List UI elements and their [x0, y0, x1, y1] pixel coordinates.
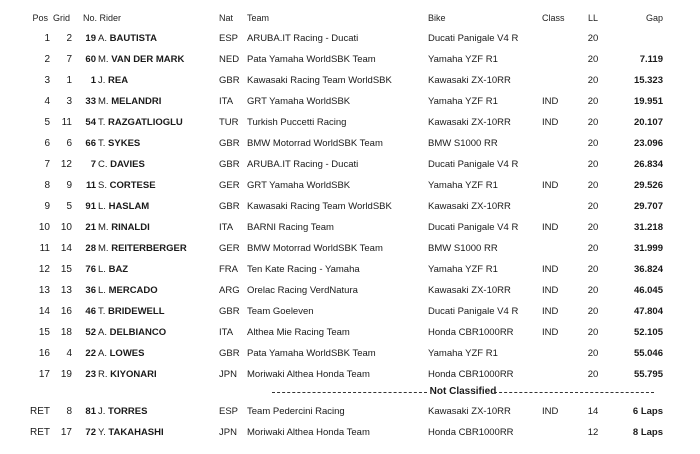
table-row: [0, 113, 700, 133]
cell-laps: 20: [587, 96, 599, 107]
cell-rider: [98, 218, 150, 238]
header-bike: Bike: [428, 13, 446, 23]
cell-grid: 4: [66, 348, 72, 359]
cell-team: Kawasaki Racing Team WorldSBK: [247, 75, 392, 86]
table-row: [0, 302, 700, 322]
cell-bike: Kawasaki ZX-10RR: [428, 75, 511, 86]
cell-bike: Kawasaki ZX-10RR: [428, 406, 511, 417]
cell-rider: [98, 365, 157, 385]
cell-grid: 5: [66, 201, 72, 212]
header-team: Team: [247, 13, 270, 23]
cell-rider: [98, 92, 161, 112]
cell-laps: 20: [587, 180, 599, 191]
cell-gap: 15.323: [633, 75, 663, 86]
cell-number: 91: [85, 201, 96, 212]
cell-grid: 10: [60, 222, 72, 233]
cell-bike: Kawasaki ZX-10RR: [428, 117, 511, 128]
rider-initial: M.: [98, 96, 109, 107]
cell-laps: 20: [587, 222, 599, 233]
rider-surname: MERCADO: [108, 285, 158, 296]
cell-team: Team Pedercini Racing: [247, 406, 345, 417]
cell-rider: [98, 423, 164, 443]
rider-initial: R.: [98, 369, 108, 380]
rider-surname: BAUTISTA: [109, 33, 157, 44]
table-row: [0, 92, 700, 112]
header-pos: Pos: [32, 13, 48, 23]
cell-rider: [98, 260, 128, 280]
cell-laps: 20: [587, 159, 599, 170]
cell-team: Team Goeleven: [247, 306, 314, 317]
rider-initial: L.: [98, 264, 106, 275]
cell-team: Pata Yamaha WorldSBK Team: [247, 348, 376, 359]
rider-surname: MELANDRI: [111, 96, 162, 107]
rider-surname: HASLAM: [108, 201, 150, 212]
cell-gap: 31.999: [633, 243, 663, 254]
cell-pos: 15: [38, 327, 50, 338]
cell-grid: 3: [66, 96, 72, 107]
cell-nat: JPN: [219, 369, 237, 380]
header-nat: Nat: [219, 13, 234, 23]
cell-laps: 20: [587, 369, 599, 380]
rider-initial: A.: [98, 33, 107, 44]
table-row: [0, 29, 700, 49]
cell-class: IND: [542, 327, 559, 338]
rider-initial: T.: [98, 306, 106, 317]
table-row: [0, 344, 700, 364]
cell-pos: 2: [44, 54, 50, 65]
cell-gap: 20.107: [633, 117, 663, 128]
cell-rider: [98, 134, 140, 154]
cell-nat: GBR: [219, 306, 240, 317]
table-row: [0, 134, 700, 154]
cell-grid: 11: [61, 117, 72, 128]
rider-initial: J.: [98, 75, 106, 86]
cell-rider: [98, 281, 158, 301]
cell-nat: GBR: [219, 348, 240, 359]
cell-bike: Honda CBR1000RR: [428, 327, 514, 338]
cell-pos: 5: [44, 117, 50, 128]
header-ll: LL: [587, 13, 598, 23]
not-classified-label: Not Classified: [429, 386, 497, 397]
rider-surname: SYKES: [108, 138, 141, 149]
cell-grid: 15: [60, 264, 72, 275]
cell-number: 52: [85, 327, 96, 338]
cell-bike: Ducati Panigale V4 R: [428, 159, 519, 170]
cell-team: BMW Motorrad WorldSBK Team: [247, 138, 383, 149]
cell-number: 28: [85, 243, 96, 254]
cell-number: 72: [85, 427, 96, 438]
cell-bike: Honda CBR1000RR: [428, 427, 514, 438]
table-row: [0, 50, 700, 70]
cell-rider: [98, 197, 149, 217]
cell-pos: 17: [38, 369, 50, 380]
cell-grid: 6: [66, 138, 72, 149]
cell-grid: 13: [60, 285, 72, 296]
cell-laps: 20: [587, 75, 599, 86]
cell-grid: 8: [66, 406, 72, 417]
cell-pos: RET: [30, 427, 50, 438]
header-class: Class: [542, 13, 565, 23]
cell-bike: Honda CBR1000RR: [428, 369, 514, 380]
table-row: [0, 281, 700, 301]
cell-bike: Yamaha YZF R1: [428, 96, 498, 107]
cell-number: 21: [85, 222, 96, 233]
cell-grid: 9: [66, 180, 72, 191]
cell-bike: Yamaha YZF R1: [428, 348, 498, 359]
cell-nat: ARG: [219, 285, 240, 296]
cell-class: IND: [542, 285, 559, 296]
cell-class: IND: [542, 306, 559, 317]
cell-number: 46: [85, 306, 96, 317]
rider-surname: KIYONARI: [110, 369, 157, 380]
rider-initial: S.: [98, 180, 107, 191]
cell-nat: ITA: [219, 96, 234, 107]
cell-bike: Ducati Panigale V4 R: [428, 306, 519, 317]
cell-number: 76: [85, 264, 96, 275]
cell-pos: 9: [44, 201, 50, 212]
cell-rider: [98, 302, 165, 322]
header-no-rider: No. Rider: [83, 13, 122, 23]
cell-laps: 20: [587, 306, 599, 317]
cell-gap: 52.105: [633, 327, 663, 338]
cell-class: IND: [542, 222, 559, 233]
table-row: [0, 423, 700, 443]
cell-team: Orelac Racing VerdNatura: [247, 285, 358, 296]
cell-gap: 29.707: [633, 201, 663, 212]
cell-nat: ITA: [219, 222, 234, 233]
table-row: [0, 218, 700, 238]
cell-number: 81: [85, 406, 96, 417]
table-row: [0, 323, 700, 343]
cell-gap: 8 Laps: [632, 427, 663, 438]
table-row: [0, 71, 700, 91]
rider-surname: CORTESE: [109, 180, 156, 191]
cell-laps: 20: [587, 138, 599, 149]
cell-number: 60: [85, 54, 96, 65]
cell-rider: [98, 155, 145, 175]
cell-rider: [98, 402, 147, 422]
cell-number: 7: [90, 159, 96, 170]
cell-gap: 7.119: [639, 54, 663, 65]
cell-grid: 19: [60, 369, 72, 380]
cell-number: 36: [85, 285, 96, 296]
cell-nat: NED: [219, 54, 240, 65]
cell-nat: ITA: [219, 327, 234, 338]
cell-bike: Yamaha YZF R1: [428, 264, 498, 275]
cell-gap: 47.804: [633, 306, 663, 317]
rider-initial: T.: [98, 117, 106, 128]
table-header: [0, 8, 700, 28]
cell-team: BARNI Racing Team: [247, 222, 334, 233]
rider-surname: BAZ: [108, 264, 129, 275]
cell-class: IND: [542, 96, 559, 107]
cell-gap: 19.951: [633, 96, 663, 107]
cell-gap: 55.046: [633, 348, 663, 359]
cell-rider: [98, 323, 166, 343]
cell-class: IND: [542, 180, 559, 191]
cell-gap: 29.526: [633, 180, 663, 191]
cell-laps: 14: [587, 406, 599, 417]
cell-rider: [98, 29, 157, 49]
cell-bike: Kawasaki ZX-10RR: [428, 201, 511, 212]
cell-bike: Kawasaki ZX-10RR: [428, 285, 511, 296]
cell-grid: 12: [60, 159, 72, 170]
cell-nat: ESP: [219, 406, 239, 417]
cell-nat: FRA: [219, 264, 238, 275]
cell-team: Ten Kate Racing - Yamaha: [247, 264, 360, 275]
rider-surname: VAN DER MARK: [111, 54, 185, 65]
rider-surname: TAKAHASHI: [108, 427, 164, 438]
cell-laps: 20: [587, 285, 599, 296]
table-row: [0, 402, 700, 422]
cell-pos: RET: [30, 406, 50, 417]
cell-team: Kawasaki Racing Team WorldSBK: [247, 201, 392, 212]
separator-line-left: [272, 392, 427, 393]
cell-nat: GER: [219, 243, 240, 254]
cell-pos: 7: [44, 159, 50, 170]
rider-initial: A.: [98, 327, 107, 338]
cell-pos: 8: [44, 180, 50, 191]
cell-nat: GBR: [219, 75, 240, 86]
cell-number: 22: [85, 348, 96, 359]
cell-class: IND: [542, 117, 559, 128]
cell-gap: 6 Laps: [632, 406, 663, 417]
table-row: [0, 239, 700, 259]
cell-bike: Ducati Panigale V4 R: [428, 33, 519, 44]
cell-pos: 6: [44, 138, 50, 149]
cell-pos: 12: [38, 264, 50, 275]
rider-initial: M.: [98, 222, 109, 233]
cell-class: IND: [542, 264, 559, 275]
cell-nat: ESP: [219, 33, 239, 44]
cell-laps: 20: [587, 348, 599, 359]
cell-laps: 20: [587, 33, 599, 44]
rider-surname: RAZGATLIOGLU: [108, 117, 183, 128]
cell-pos: 13: [38, 285, 50, 296]
cell-bike: BMW S1000 RR: [428, 138, 498, 149]
cell-team: GRT Yamaha WorldSBK: [247, 96, 351, 107]
header-grid: Grid: [53, 13, 71, 23]
cell-team: Moriwaki Althea Honda Team: [247, 427, 370, 438]
cell-number: 19: [85, 33, 96, 44]
cell-laps: 20: [587, 327, 599, 338]
table-row: [0, 260, 700, 280]
cell-gap: 46.045: [633, 285, 663, 296]
cell-laps: 20: [587, 243, 599, 254]
cell-laps: 20: [587, 117, 599, 128]
cell-pos: 14: [38, 306, 50, 317]
rider-surname: BRIDEWELL: [108, 306, 165, 317]
cell-gap: 26.834: [633, 159, 663, 170]
cell-team: BMW Motorrad WorldSBK Team: [247, 243, 383, 254]
cell-rider: [98, 113, 183, 133]
cell-pos: 1: [44, 33, 50, 44]
cell-laps: 12: [587, 427, 599, 438]
cell-nat: GER: [219, 180, 240, 191]
cell-laps: 20: [587, 54, 599, 65]
cell-laps: 20: [587, 201, 599, 212]
cell-laps: 20: [587, 264, 599, 275]
cell-nat: GBR: [219, 201, 240, 212]
rider-initial: M.: [98, 243, 109, 254]
cell-team: Pata Yamaha WorldSBK Team: [247, 54, 376, 65]
not-classified-separator: [272, 385, 654, 399]
cell-team: ARUBA.IT Racing - Ducati: [247, 159, 359, 170]
cell-nat: JPN: [219, 427, 237, 438]
cell-nat: GBR: [219, 159, 240, 170]
cell-team: Althea Mie Racing Team: [247, 327, 350, 338]
cell-bike: Ducati Panigale V4 R: [428, 222, 519, 233]
rider-surname: TORRES: [108, 406, 148, 417]
rider-initial: L.: [98, 285, 106, 296]
rider-initial: J.: [98, 406, 106, 417]
table-row: [0, 176, 700, 196]
cell-grid: 2: [66, 33, 72, 44]
rider-surname: DELBIANCO: [109, 327, 167, 338]
header-gap: Gap: [645, 13, 663, 23]
cell-grid: 17: [60, 427, 72, 438]
separator-line-right: [494, 392, 654, 393]
cell-team: GRT Yamaha WorldSBK: [247, 180, 351, 191]
cell-rider: [98, 50, 184, 70]
rider-initial: T.: [98, 138, 106, 149]
cell-number: 66: [85, 138, 96, 149]
cell-gap: 31.218: [633, 222, 663, 233]
rider-surname: RINALDI: [111, 222, 150, 233]
cell-pos: 11: [39, 243, 50, 254]
cell-rider: [98, 176, 156, 196]
cell-class: IND: [542, 406, 559, 417]
cell-bike: BMW S1000 RR: [428, 243, 498, 254]
cell-grid: 1: [66, 75, 72, 86]
table-row: [0, 155, 700, 175]
cell-gap: 55.795: [633, 369, 663, 380]
cell-grid: 18: [60, 327, 72, 338]
cell-bike: Yamaha YZF R1: [428, 54, 498, 65]
cell-pos: 4: [44, 96, 50, 107]
table-row: [0, 197, 700, 217]
cell-number: 54: [85, 117, 96, 128]
cell-grid: 7: [66, 54, 72, 65]
cell-number: 33: [85, 96, 96, 107]
cell-pos: 3: [44, 75, 50, 86]
table-row: [0, 365, 700, 385]
rider-initial: Y.: [98, 427, 106, 438]
cell-team: Moriwaki Althea Honda Team: [247, 369, 370, 380]
rider-initial: A.: [98, 348, 107, 359]
cell-pos: 10: [38, 222, 50, 233]
cell-nat: TUR: [219, 117, 239, 128]
cell-team: ARUBA.IT Racing - Ducati: [247, 33, 359, 44]
cell-rider: [98, 239, 187, 259]
cell-nat: GBR: [219, 138, 240, 149]
cell-bike: Yamaha YZF R1: [428, 180, 498, 191]
rider-surname: REITERBERGER: [111, 243, 187, 254]
rider-initial: M.: [98, 54, 109, 65]
cell-number: 11: [85, 180, 96, 191]
rider-surname: DAVIES: [110, 159, 145, 170]
rider-surname: LOWES: [109, 348, 145, 359]
rider-initial: L.: [98, 201, 106, 212]
rider-initial: C.: [98, 159, 108, 170]
cell-number: 1: [90, 75, 96, 86]
cell-grid: 14: [60, 243, 72, 254]
cell-number: 23: [85, 369, 96, 380]
cell-grid: 16: [60, 306, 72, 317]
cell-team: Turkish Puccetti Racing: [247, 117, 347, 128]
cell-gap: 23.096: [633, 138, 663, 149]
cell-rider: [98, 71, 128, 91]
cell-gap: 36.824: [633, 264, 663, 275]
cell-rider: [98, 344, 144, 364]
rider-surname: REA: [108, 75, 129, 86]
cell-pos: 16: [38, 348, 50, 359]
